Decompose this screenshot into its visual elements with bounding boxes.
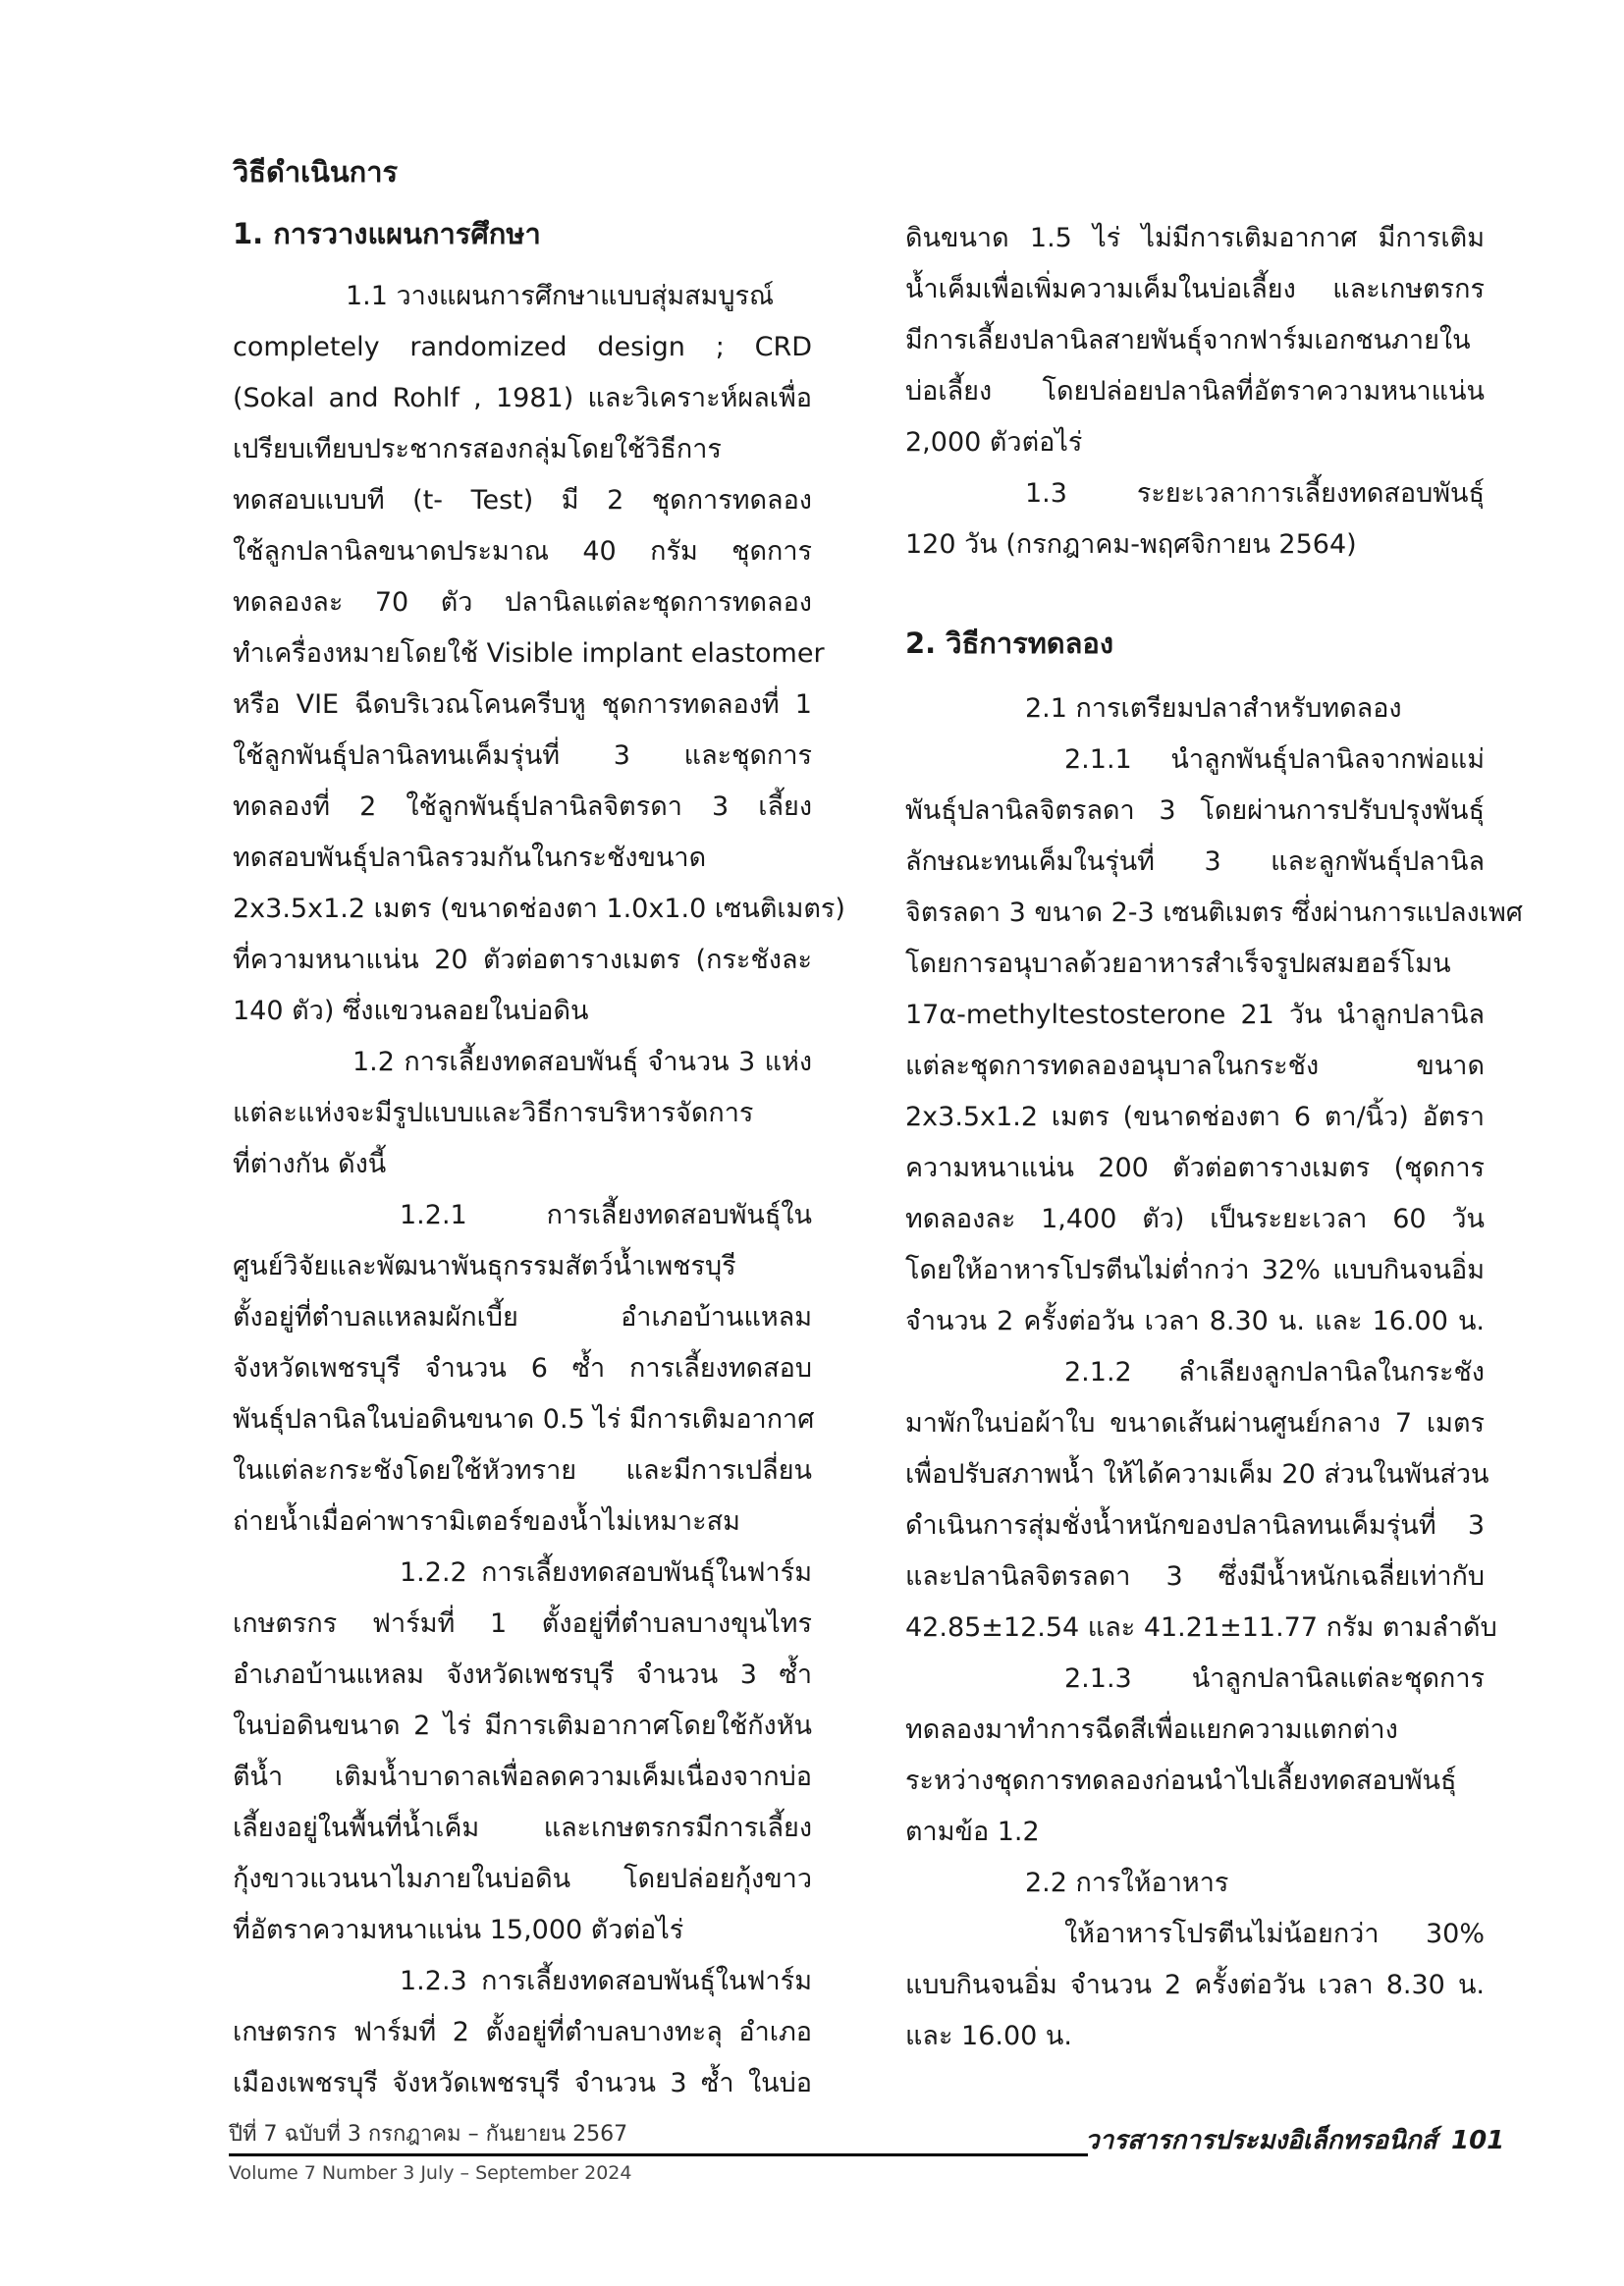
paragraph-line: ทดลองมาทำการฉีดสีเพื่อแยกความแตกต่าง: [905, 1714, 1398, 1745]
paragraph-line: ที่ต่างกัน ดังนี้: [233, 1149, 387, 1179]
paragraph-line: ตามข้อ 1.2: [905, 1817, 1040, 1847]
paragraph-line: ระหว่างชุดการทดลองก่อนนำไปเลี้ยงทดสอบพันธุ์: [905, 1766, 1457, 1796]
paragraph-line: เมืองเพชรบุรี จังหวัดเพชรบุรี จำนวน 3 ซ้ำ ในบ่อ: [233, 2068, 812, 2098]
paragraph-line: แบบกินจนอิ่ม จำนวน 2 ครั้งต่อวัน เวลา 8.30 น.: [905, 1970, 1485, 2000]
paragraph-line: 2x3.5x1.2 เมตร (ขนาดช่องตา 1.0x1.0 เซนติเมตร): [233, 894, 845, 924]
paragraph-line: ในแต่ละกระชังโดยใช้หัวทราย และมีการเปลี่ยน: [233, 1455, 812, 1486]
paragraph-line: บ่อเลี้ยง โดยปล่อยปลานิลที่อัตราความหนาแน่น: [905, 376, 1485, 407]
paragraph-line: 2.1 การเตรียมปลาสำหรับทดลอง: [1025, 693, 1402, 724]
footer-journal-name: วารสารการประมงอิเล็กทรอนิกส์: [1085, 2126, 1437, 2155]
paragraph-line: จำนวน 2 ครั้งต่อวัน เวลา 8.30 น. และ 16.00 น.: [905, 1306, 1485, 1336]
paragraph-line: 1.2.1 การเลี้ยงทดสอบพันธุ์ใน: [400, 1200, 812, 1230]
paragraph-line: มีการเลี้ยงปลานิลสายพันธุ์จากฟาร์มเอกชนภายใน: [905, 325, 1471, 355]
paragraph-line: ทดลองที่ 2 ใช้ลูกพันธุ์ปลานิลจิตรดา 3 เลี้ยง: [233, 791, 812, 822]
paragraph-line: ศูนย์วิจัยและพัฒนาพันธุกรรมสัตว์น้ำเพชรบุรี: [233, 1251, 736, 1281]
paragraph-line: ในบ่อดินขนาด 2 ไร่ มีการเติมอากาศโดยใช้กังหัน: [233, 1711, 812, 1741]
paragraph-line: 42.85±12.54 และ 41.21±11.77 กรัม ตามลำดับ: [905, 1612, 1497, 1643]
paragraph-line: ที่ความหนาแน่น 20 ตัวต่อตารางเมตร (กระชังละ: [233, 945, 812, 975]
paragraph-line: เปรียบเทียบประชากรสองกลุ่มโดยใช้วิธีการ: [233, 434, 722, 464]
paragraph-line: แต่ละชุดการทดลองอนุบาลในกระชัง ขนาด: [905, 1051, 1485, 1081]
paragraph-line: 2,000 ตัวต่อไร่: [905, 427, 1083, 458]
paragraph-line: น้ำเค็มเพื่อเพิ่มความเค็มในบ่อเลี้ยง และเกษตรกร: [905, 274, 1485, 304]
paragraph-line: 2.1.2 ลำเลียงลูกปลานิลในกระชัง: [1064, 1357, 1485, 1388]
paragraph-line: เพื่อปรับสภาพน้ำ ให้ได้ความเค็ม 20 ส่วนในพันส่วน: [905, 1459, 1489, 1490]
paragraph-line: ทำเครื่องหมายโดยใช้ Visible implant elastomer: [233, 638, 825, 669]
subsection-title: 1. การวางแผนการศึกษา: [233, 217, 541, 250]
paragraph-line: 2.1.3 นำลูกปลานิลแต่ละชุดการ: [1064, 1663, 1485, 1694]
paragraph-line: ดำเนินการสุ่มชั่งน้ำหนักของปลานิลทนเค็มรุ่นที่ 3: [905, 1510, 1485, 1541]
paragraph-line: หรือ VIE ฉีดบริเวณโคนครีบหู ชุดการทดลองที่ 1: [233, 689, 812, 720]
paragraph-line: 2.1.1 นำลูกพันธุ์ปลานิลจากพ่อแม่: [1064, 744, 1485, 775]
paragraph-line: โดยให้อาหารโปรตีนไม่ต่ำกว่า 32% แบบกินจนอิ่ม: [905, 1255, 1485, 1285]
paragraph-line: ทดสอบแบบที (t- Test) มี 2 ชุดการทดลอง: [233, 485, 812, 516]
paragraph-line: ลักษณะทนเค็มในรุ่นที่ 3 และลูกพันธุ์ปลานิล: [905, 846, 1485, 877]
paragraph-line: จิตรลดา 3 ขนาด 2-3 เซนติเมตร ซึ่งผ่านการแปลงเพศ: [905, 898, 1523, 928]
paragraph-line: ทดสอบพันธุ์ปลานิลรวมกันในกระชังขนาด: [233, 843, 707, 873]
footer-issue-english: Volume 7 Number 3 July – September 2024: [229, 2162, 632, 2184]
paragraph-line: ที่อัตราความหนาแน่น 15,000 ตัวต่อไร่: [233, 1915, 684, 1945]
paragraph-line: ตีน้ำ เติมน้ำบาดาลเพื่อลดความเค็มเนื่องจากบ่อ: [233, 1762, 812, 1792]
footer-divider: [229, 2153, 1088, 2156]
paragraph-line: ใช้ลูกพันธุ์ปลานิลทนเค็มรุ่นที่ 3 และชุดการ: [233, 740, 812, 771]
paragraph-line: ให้อาหารโปรตีนไม่น้อยกว่า 30%: [1064, 1919, 1485, 1949]
paragraph-line: เกษตรกร ฟาร์มที่ 2 ตั้งอยู่ที่ตำบลบางทะลุ อำเภอ: [233, 2017, 812, 2047]
paragraph-line: ตั้งอยู่ที่ตำบลแหลมผักเบี้ย อำเภอบ้านแหลม: [233, 1302, 812, 1333]
paragraph-line: (Sokal and Rohlf , 1981) และวิเคราะห์ผลเพื่อ: [233, 383, 812, 413]
paragraph-line: 2x3.5x1.2 เมตร (ขนาดช่องตา 6 ตา/นิ้ว) อัตรา: [905, 1102, 1485, 1132]
paragraph-line: เกษตรกร ฟาร์มที่ 1 ตั้งอยู่ที่ตำบลบางขุนไทร: [233, 1608, 812, 1639]
paragraph-line: 1.1 วางแผนการศึกษาแบบสุ่มสมบูรณ์: [346, 281, 775, 311]
paragraph-line: 2.2 การให้อาหาร: [1025, 1868, 1229, 1898]
paragraph-line: ถ่ายน้ำเมื่อค่าพารามิเตอร์ของน้ำไม่เหมาะสม: [233, 1506, 740, 1537]
paragraph-line: ดินขนาด 1.5 ไร่ ไม่มีการเติมอากาศ มีการเติม: [905, 223, 1485, 253]
paragraph-line: 1.2 การเลี้ยงทดสอบพันธุ์ จำนวน 3 แห่ง: [352, 1047, 812, 1077]
paragraph-line: และ 16.00 น.: [905, 2021, 1072, 2051]
paragraph-line: อำเภอบ้านแหลม จังหวัดเพชรบุรี จำนวน 3 ซ้ำ: [233, 1660, 812, 1690]
paragraph-line: completely randomized design ; CRD: [233, 332, 812, 362]
section-title: วิธีดำเนินการ: [233, 155, 399, 189]
paragraph-line: โดยการอนุบาลด้วยอาหารสำเร็จรูปผสมฮอร์โมน: [905, 949, 1451, 979]
paragraph-line: จังหวัดเพชรบุรี จำนวน 6 ซ้ำ การเลี้ยงทดสอบ: [233, 1353, 812, 1384]
paragraph-line: 1.2.3 การเลี้ยงทดสอบพันธุ์ในฟาร์ม: [400, 1966, 812, 1996]
paragraph-line: 140 ตัว) ซึ่งแขวนลอยในบ่อดิน: [233, 996, 589, 1026]
paragraph-line: แต่ละแห่งจะมีรูปแบบและวิธีการบริหารจัดการ: [233, 1098, 754, 1128]
paragraph-line: 120 วัน (กรกฎาคม-พฤศจิกายน 2564): [905, 529, 1357, 560]
paragraph-line: มาพักในบ่อผ้าใบ ขนาดเส้นผ่านศูนย์กลาง 7 เมตร: [905, 1408, 1485, 1439]
paragraph-line: ทดลองละ 1,400 ตัว) เป็นระยะเวลา 60 วัน: [905, 1204, 1485, 1234]
paragraph-line: ความหนาแน่น 200 ตัวต่อตารางเมตร (ชุดการ: [905, 1153, 1485, 1183]
paragraph-line: เลี้ยงอยู่ในพื้นที่น้ำเค็ม และเกษตรกรมีการเลี้ยง: [233, 1813, 812, 1843]
paragraph-line: ทดลองละ 70 ตัว ปลานิลแต่ละชุดการทดลอง: [233, 587, 812, 618]
paragraph-line: พันธุ์ปลานิลจิตรลดา 3 โดยผ่านการปรับปรุงพันธุ์: [905, 795, 1485, 826]
footer-issue-thai: ปีที่ 7 ฉบับที่ 3 กรกฎาคม – กันยายน 2567: [229, 2122, 628, 2147]
page-number: 101: [1451, 2126, 1505, 2155]
paragraph-line: ใช้ลูกปลานิลขนาดประมาณ 40 กรัม ชุดการ: [233, 536, 812, 567]
paragraph-line: พันธุ์ปลานิลในบ่อดินขนาด 0.5 ไร่ มีการเติมอากาศ: [233, 1404, 815, 1435]
paragraph-line: 1.3 ระยะเวลาการเลี้ยงทดสอบพันธุ์: [1025, 478, 1485, 509]
paragraph-line: และปลานิลจิตรลดา 3 ซึ่งมีน้ำหนักเฉลี่ยเท่ากับ: [905, 1561, 1485, 1592]
paragraph-line: 17α-methyltestosterone 21 วัน นำลูกปลานิล: [905, 1000, 1485, 1030]
paragraph-line: กุ้งขาวแวนนาไมภายในบ่อดิน โดยปล่อยกุ้งขาว: [233, 1864, 812, 1894]
subsection-title: 2. วิธีการทดลอง: [905, 626, 1113, 660]
paragraph-line: 1.2.2 การเลี้ยงทดสอบพันธุ์ในฟาร์ม: [400, 1557, 812, 1588]
